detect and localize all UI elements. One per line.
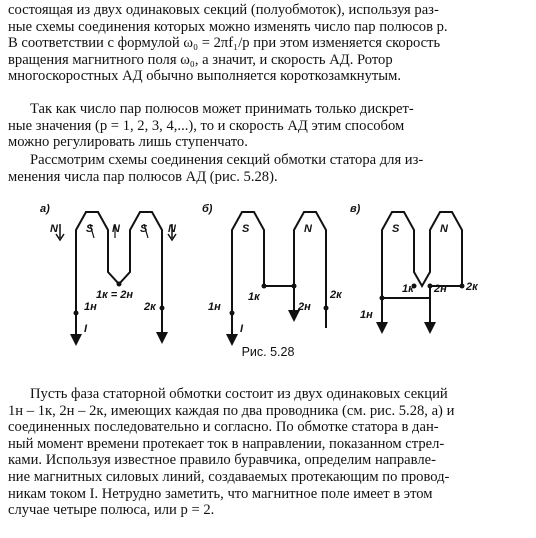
text-line: вращения магнитного поля ω₀, а значит, и скорость АД. Ротор <box>8 51 393 68</box>
terminal-label: 2к <box>466 281 478 293</box>
text-line: В соответствии с формулой ω₀ = 2πf₁/p при этом изменяется скорость <box>8 35 441 52</box>
pole-label: S <box>86 223 94 235</box>
current-label: I <box>84 323 88 335</box>
text-line: ками. Используя известное правило буравчика, определим направле- <box>8 452 436 469</box>
terminal-label: 2н <box>298 301 311 313</box>
pole-label: N <box>440 223 448 235</box>
terminal-label: 1н <box>360 309 373 321</box>
paragraph-schemes-intro <box>8 152 530 185</box>
paragraph-phase-winding <box>8 386 530 519</box>
pole-label: S <box>140 223 148 235</box>
panel-c-label: в) <box>350 203 361 215</box>
terminal-label: 2к <box>330 289 342 301</box>
pole-label: S <box>392 223 400 235</box>
text-line: ные значения (p = 1, 2, 3, 4,...), то и скорость АД этим способом <box>8 117 405 134</box>
pole-label: N <box>112 223 120 235</box>
text-line: можно регулировать лишь ступенчато. <box>8 134 248 151</box>
pole-label: N <box>50 223 58 235</box>
paragraph-intro <box>8 2 530 85</box>
terminal-label: 1к = 2н <box>96 289 133 301</box>
text-line: ние магнитных силовых линий, создаваемых протекающим по провод- <box>8 468 450 485</box>
text-line: ные схемы соединения которых можно изменять число пар полюсов p. <box>8 18 448 35</box>
text-line: Пусть фаза статорной обмотки состоит из двух одинаковых секций <box>30 386 448 402</box>
winding-diagram-figure <box>32 198 502 346</box>
text-line: ный момент времени протекает ток в направлении, показанном стрел- <box>8 435 445 452</box>
text-line: Так как число пар полюсов может принимать только дискрет- <box>30 101 414 117</box>
pole-label: N <box>168 223 176 235</box>
text-line: состоящая из двух одинаковых секций (полуобмоток), используя раз- <box>8 2 439 18</box>
text-line: менения числа пар полюсов АД (рис. 5.28). <box>8 168 278 185</box>
pole-label: N <box>304 223 312 235</box>
terminal-label: 2н <box>434 283 447 295</box>
text-line: соединенных последовательно и согласно. По обмотке статора в дан- <box>8 419 439 436</box>
figure-caption: Рис. 5.28 <box>241 345 295 359</box>
pole-label: S <box>242 223 250 235</box>
terminal-label: 1к <box>402 283 414 295</box>
text-line: 1н – 1к, 2н – 2к, имеющих каждая по два проводника (см. рис. 5.28, а) и <box>8 402 455 419</box>
terminal-label: 1н <box>84 301 97 313</box>
terminal-label: 2к <box>144 301 156 313</box>
terminal-label: 1н <box>208 301 221 313</box>
text-line: Рассмотрим схемы соединения секций обмотки статора для из- <box>30 152 424 168</box>
panel-a-label: а) <box>40 203 50 215</box>
terminal-label: 1к <box>248 291 260 303</box>
paragraph-discrete-values <box>8 101 530 151</box>
text-line: никам током I. Нетрудно заметить, что магнитное поле имеет в этом <box>8 485 433 502</box>
text-line: многоскоростных АД обычно выполняется короткозамкнутым. <box>8 68 401 85</box>
panel-b-label: б) <box>202 203 213 215</box>
text-line: случае четыре полюса, или p = 2. <box>8 502 215 519</box>
current-label: I <box>240 323 244 335</box>
